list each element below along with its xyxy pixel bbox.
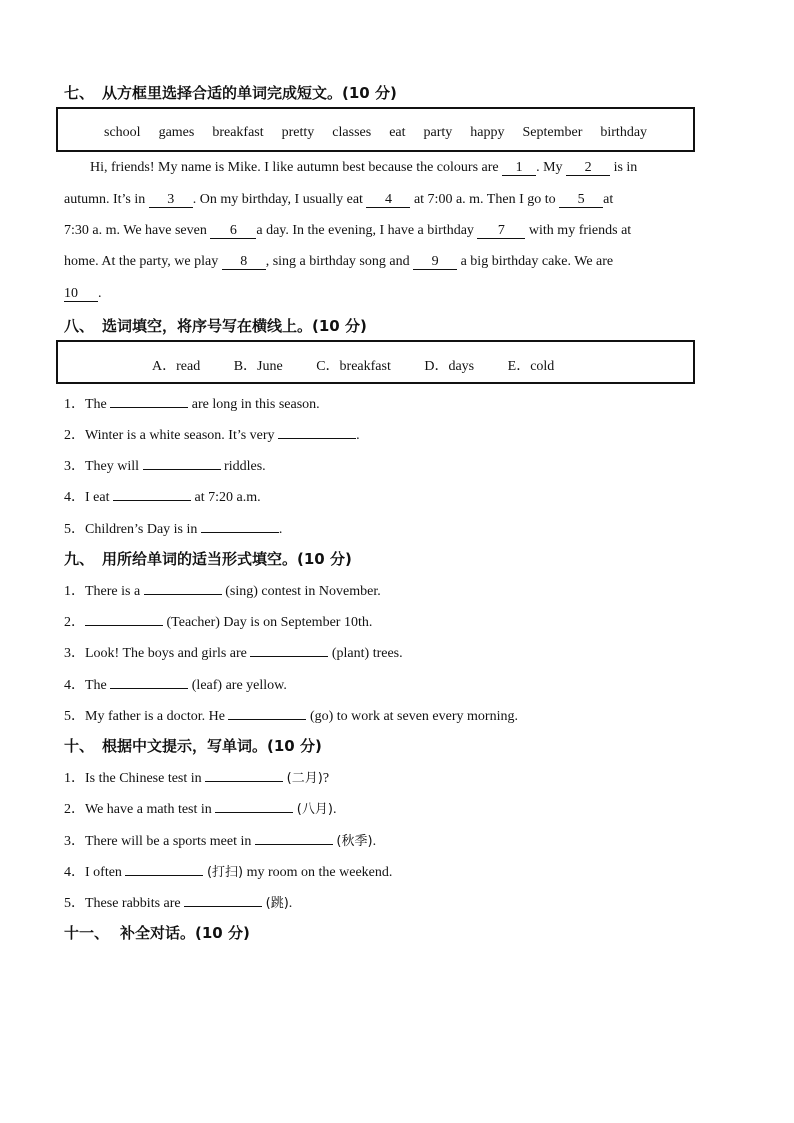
word-bank-item: breakfast (212, 125, 264, 140)
s10-item-1: 1．Is the Chinese test in (二月)? (64, 771, 330, 786)
s8-item-4: 4．I eat at 7:20 a.m. (64, 490, 261, 505)
s9-item-5: 5．My father is a doctor. He (go) to work at seven every morning. (64, 709, 518, 724)
answer-blank[interactable] (255, 844, 333, 845)
option-item: D．days (424, 359, 475, 374)
word-bank-box-7 (56, 107, 695, 152)
answer-blank[interactable] (215, 812, 293, 813)
s10-item-4: 4．I often (打扫) my room on the weekend. (64, 865, 393, 880)
s8-item-3: 3．They will riddles. (64, 459, 266, 474)
answer-blank[interactable] (113, 500, 191, 501)
word-bank-item: classes (332, 125, 372, 140)
option-item: A．read (152, 359, 201, 374)
s9-item-3: 3．Look! The boys and girls are (plant) trees. (64, 646, 403, 661)
blank-2[interactable]: 2 (566, 161, 610, 176)
passage-line-4: home. At the party, we play 8 , sing a birthday song and 9 a big birthday cake. We are (64, 254, 614, 269)
word-bank-7 (104, 123, 661, 141)
passage-line-3: 7:30 a. m. We have seven 6 a day. In the evening, I have a birthday 7 with my friends at (64, 223, 632, 238)
answer-blank[interactable] (110, 688, 188, 689)
word-bank-item: party (423, 125, 453, 140)
s8-item-5: 5．Children’s Day is in . (64, 522, 283, 537)
answer-blank[interactable] (184, 906, 262, 907)
passage-line-1: Hi, friends! My name is Mike. I like autumn best because the colours are 1 . My 2 is in (90, 160, 638, 175)
blank-6[interactable]: 6 (210, 224, 256, 239)
s10-item-3: 3．There will be a sports meet in (秋季). (64, 834, 377, 849)
answer-blank[interactable] (144, 594, 222, 595)
blank-3[interactable]: 3 (149, 193, 193, 208)
option-row-8 (152, 355, 554, 375)
option-item: C．breakfast (316, 359, 391, 374)
blank-1[interactable]: 1 (502, 161, 536, 176)
s9-item-1: 1．There is a (sing) contest in November. (64, 584, 381, 599)
section-10-heading: 十、 根据中文提示，写单词。(10 分) (64, 737, 322, 755)
blank-4[interactable]: 4 (366, 193, 410, 208)
option-item: B．June (233, 359, 283, 374)
word-bank-item: eat (389, 125, 406, 140)
answer-blank[interactable] (278, 438, 356, 439)
blank-10[interactable]: 10 (64, 287, 98, 302)
word-bank-item: birthday (600, 125, 648, 140)
answer-blank[interactable] (228, 719, 306, 720)
s10-item-5: 5．These rabbits are (跳). (64, 896, 293, 911)
s8-item-2: 2．Winter is a white season. It’s very . (64, 428, 360, 443)
answer-blank[interactable] (201, 532, 279, 533)
blank-8[interactable]: 8 (222, 255, 266, 270)
s9-item-2: 2． (Teacher) Day is on September 10th. (64, 615, 373, 630)
passage-line-2: autumn. It’s in 3 . On my birthday, I usually eat 4 at 7:00 a. m. Then I go to 5 at (64, 192, 614, 207)
answer-blank[interactable] (125, 875, 203, 876)
word-bank-item: pretty (281, 125, 315, 140)
answer-blank[interactable] (143, 469, 221, 470)
option-item: E．cold (507, 359, 555, 374)
blank-7[interactable]: 7 (477, 224, 525, 239)
s10-item-2: 2．We have a math test in (八月). (64, 802, 337, 817)
passage-line-5: 10 . (64, 286, 102, 301)
section-7-heading: 七、 从方框里选择合适的单词完成短文。(10 分) (64, 84, 397, 102)
option-box-8 (56, 340, 695, 384)
s9-item-4: 4．The (leaf) are yellow. (64, 678, 287, 693)
section-8-heading: 八、 选词填空，将序号写在横线上。(10 分) (64, 317, 367, 335)
section-9-heading: 九、 用所给单词的适当形式填空。(10 分) (64, 550, 352, 568)
word-bank-item: happy (470, 125, 505, 140)
answer-blank[interactable] (250, 656, 328, 657)
blank-9[interactable]: 9 (413, 255, 457, 270)
word-bank-item: games (158, 125, 195, 140)
s8-item-1: 1．The are long in this season. (64, 397, 320, 412)
answer-blank[interactable] (205, 781, 283, 782)
answer-blank[interactable] (85, 625, 163, 626)
blank-5[interactable]: 5 (559, 193, 603, 208)
word-bank-item: September (522, 125, 583, 140)
section-11-heading: 十一、 补全对话。(10 分) (64, 924, 250, 942)
answer-blank[interactable] (110, 407, 188, 408)
word-bank-item: school (104, 125, 141, 140)
